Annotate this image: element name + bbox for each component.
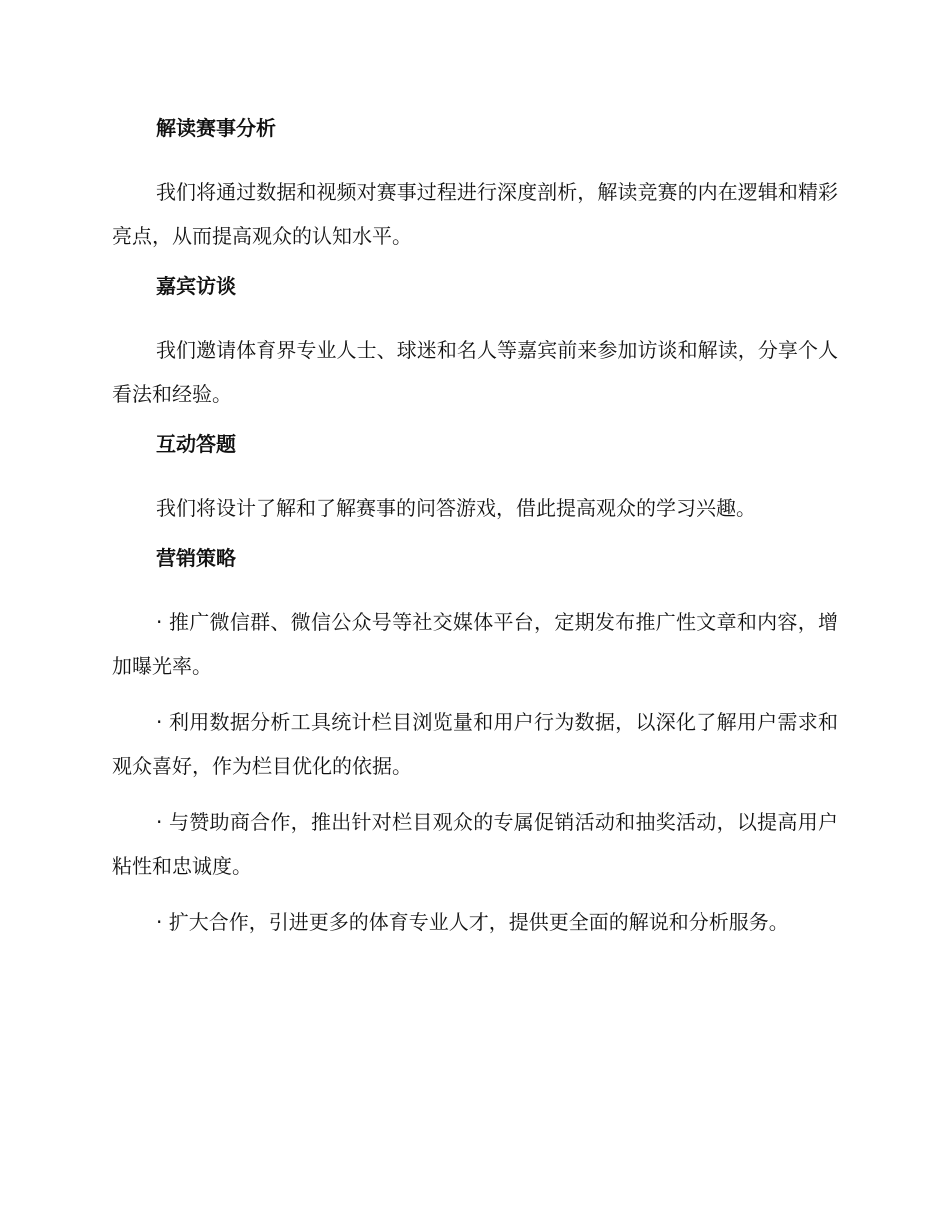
bullet-item: · 与赞助商合作，推出针对栏目观众的专属促销活动和抽奖活动，以提高用户粘性和忠诚度。 bbox=[112, 810, 838, 878]
section-heading: 互动答题 bbox=[156, 432, 236, 456]
section-heading: 嘉宾访谈 bbox=[156, 274, 236, 298]
section-paragraph: 我们邀请体育界专业人士、球迷和名人等嘉宾前来参加访谈和解读，分享个人看法和经验。 bbox=[112, 338, 838, 406]
section-match-analysis bbox=[112, 112, 838, 258]
bullet-item: · 推广微信群、微信公众号等社交媒体平台，定期发布推广性文章和内容，增加曝光率。 bbox=[112, 610, 838, 678]
section-paragraph: 我们将通过数据和视频对赛事过程进行深度剖析，解读竞赛的内在逻辑和精彩亮点，从而提高观众的认知水平。 bbox=[112, 180, 838, 248]
bullet-item: · 利用数据分析工具统计栏目浏览量和用户行为数据，以深化了解用户需求和观众喜好，作为栏目优化的依据。 bbox=[112, 710, 838, 778]
section-interactive-quiz bbox=[112, 428, 838, 530]
section-marketing-strategy bbox=[112, 542, 838, 944]
section-heading: 解读赛事分析 bbox=[156, 116, 276, 140]
bullet-item: · 扩大合作，引进更多的体育专业人才，提供更全面的解说和分析服务。 bbox=[156, 910, 789, 934]
section-heading: 营销策略 bbox=[156, 546, 236, 570]
section-paragraph: 我们将设计了解和了解赛事的问答游戏，借此提高观众的学习兴趣。 bbox=[156, 496, 756, 520]
section-guest-interview bbox=[112, 270, 838, 416]
